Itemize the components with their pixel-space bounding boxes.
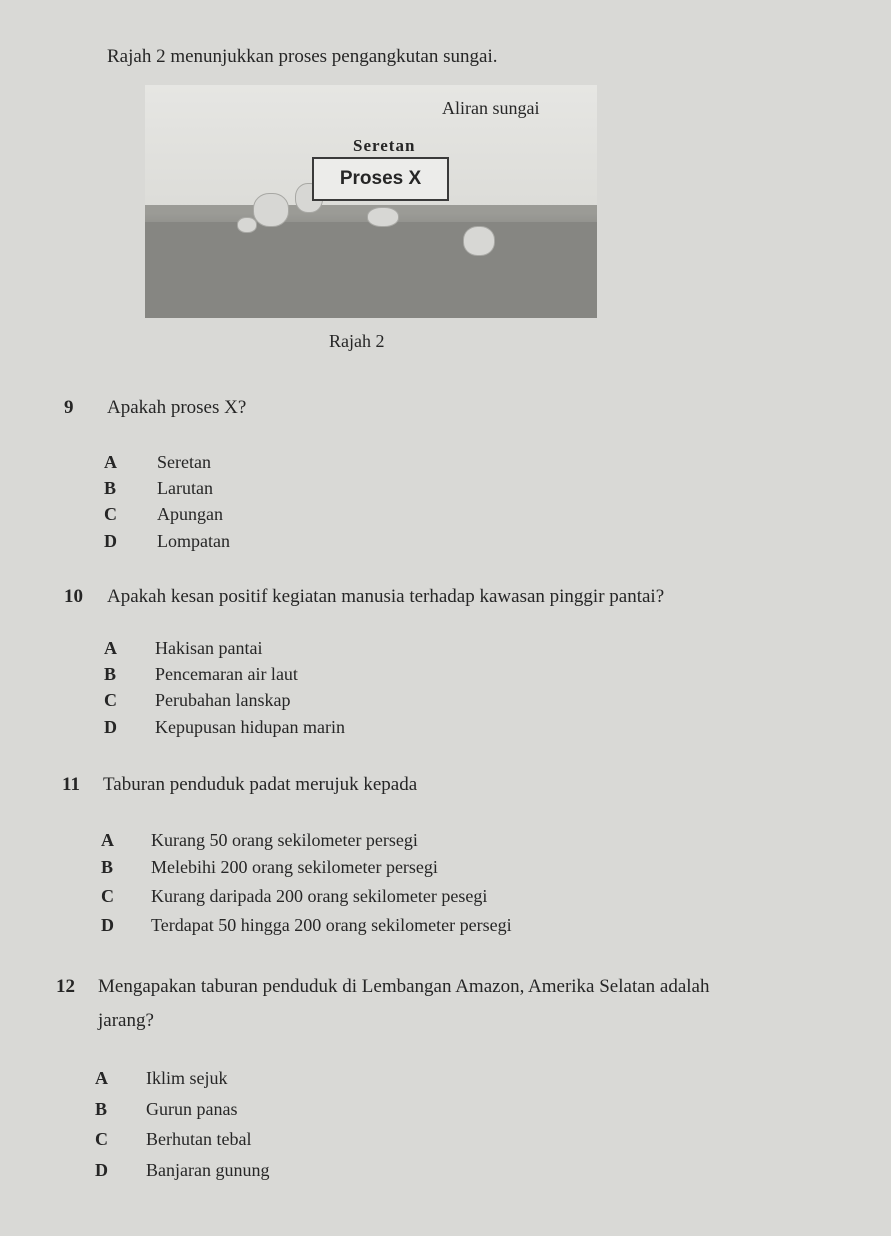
option-letter: B: [95, 1099, 108, 1119]
option-letter: C: [104, 504, 117, 524]
option-text[interactable]: Berhutan tebal: [146, 1129, 252, 1149]
rock: [463, 226, 495, 256]
sediment-label: Seretan: [353, 136, 416, 155]
flow-label: Aliran sungai: [442, 98, 540, 118]
question-number: 10: [64, 586, 83, 607]
option-text[interactable]: Iklim sejuk: [146, 1068, 228, 1088]
option-text[interactable]: Lompatan: [157, 531, 230, 551]
option-letter: A: [101, 830, 114, 850]
process-x-box: Proses X: [312, 157, 449, 201]
river-bed: [145, 222, 597, 318]
option-text[interactable]: Gurun panas: [146, 1099, 238, 1119]
option-text[interactable]: Hakisan pantai: [155, 638, 263, 658]
rock: [253, 193, 289, 227]
option-letter: C: [104, 690, 117, 710]
option-text[interactable]: Kurang daripada 200 orang sekilometer pesegi: [151, 886, 488, 906]
option-letter: A: [95, 1068, 108, 1088]
option-letter: C: [95, 1129, 108, 1149]
option-text[interactable]: Perubahan lanskap: [155, 690, 291, 710]
rock: [367, 207, 399, 227]
option-letter: D: [104, 717, 117, 737]
question-number: 12: [56, 976, 75, 997]
question-number: 11: [62, 774, 80, 795]
option-letter: B: [104, 664, 117, 684]
option-letter: D: [101, 915, 114, 935]
option-letter: D: [95, 1160, 108, 1180]
figure-intro: Rajah 2 menunjukkan proses pengangkutan sungai.: [107, 46, 498, 67]
option-letter: A: [104, 638, 117, 658]
option-text[interactable]: Pencemaran air laut: [155, 664, 298, 684]
rock: [237, 217, 257, 233]
option-text[interactable]: Kepupusan hidupan marin: [155, 717, 345, 737]
option-text[interactable]: Kurang 50 orang sekilometer persegi: [151, 830, 418, 850]
option-letter: A: [104, 452, 117, 472]
option-text[interactable]: Melebihi 200 orang sekilometer persegi: [151, 857, 438, 877]
question-text-line2: jarang?: [98, 1010, 154, 1031]
option-text[interactable]: Seretan: [157, 452, 211, 472]
question-text: Apakah proses X?: [107, 397, 247, 418]
figure-river-transport: [145, 85, 597, 318]
figure-caption: Rajah 2: [329, 331, 385, 351]
question-text: Taburan penduduk padat merujuk kepada: [103, 774, 418, 795]
question-text: Apakah kesan positif kegiatan manusia terhadap kawasan pinggir pantai?: [107, 586, 665, 607]
question-number: 9: [64, 397, 74, 418]
option-letter: B: [101, 857, 114, 877]
option-text[interactable]: Larutan: [157, 478, 213, 498]
option-letter: D: [104, 531, 117, 551]
option-letter: C: [101, 886, 114, 906]
option-text[interactable]: Apungan: [157, 504, 223, 524]
option-letter: B: [104, 478, 117, 498]
option-text[interactable]: Banjaran gunung: [146, 1160, 270, 1180]
option-text[interactable]: Terdapat 50 hingga 200 orang sekilometer persegi: [151, 915, 512, 935]
question-text: Mengapakan taburan penduduk di Lembangan Amazon, Amerika Selatan adalah: [98, 976, 710, 997]
